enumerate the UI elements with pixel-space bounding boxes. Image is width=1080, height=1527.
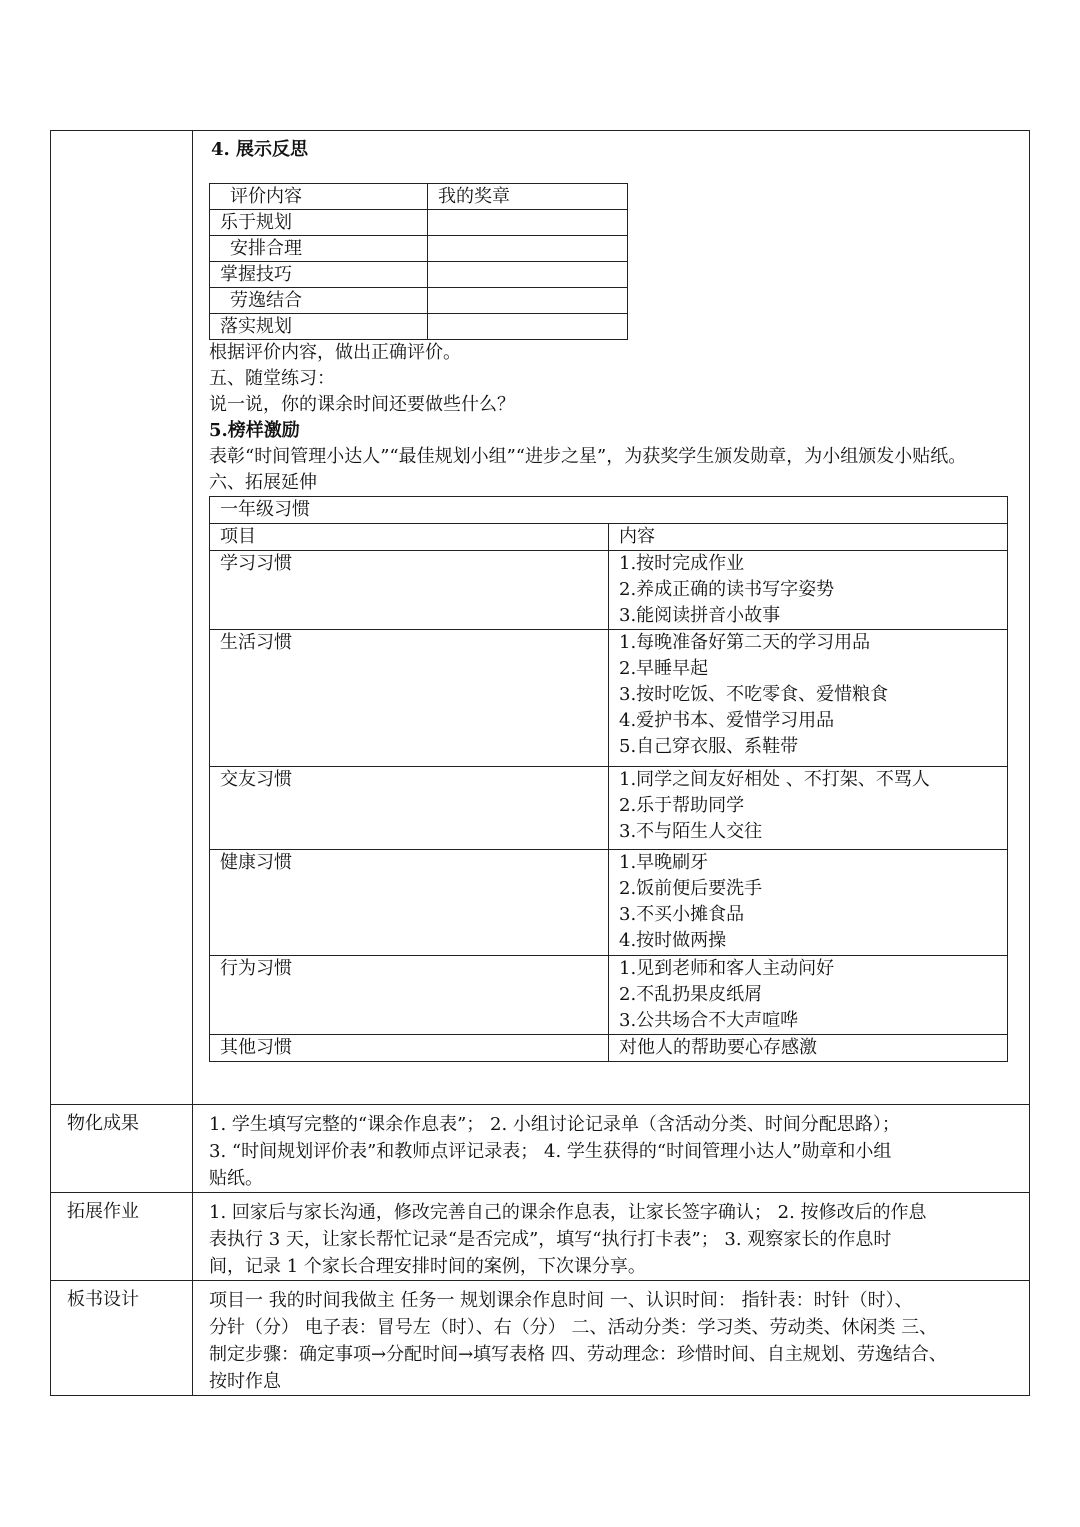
habit-content	[609, 630, 1008, 767]
habit-item: 3.按时吃饭、不吃零食、爱惜粮食	[619, 684, 889, 705]
eval-medal-cell[interactable]	[428, 288, 628, 314]
board-label-cell	[51, 1281, 193, 1396]
homework-line: 间，记录 1 个家长合理安排时间的案例，下次课分享。	[209, 1256, 646, 1277]
habits-row-behavior	[210, 956, 1008, 1035]
outcomes-label: 物化成果	[67, 1113, 139, 1134]
habits-caption-row	[210, 497, 1008, 524]
board-line: 项目一 我的时间我做主 任务一 规划课余作息时间 一、认识时间： 指针表：时针（时）、	[209, 1290, 913, 1311]
eval-header-item: 评价内容	[210, 184, 428, 210]
activity-label-cell	[51, 131, 193, 1105]
habits-row-study	[210, 551, 1008, 630]
habit-category: 行为习惯	[210, 956, 609, 1035]
activity-content-cell	[193, 131, 1030, 1105]
habit-content	[609, 956, 1008, 1035]
habit-content	[609, 551, 1008, 630]
eval-item: 安排合理	[210, 236, 428, 262]
eval-item: 劳逸结合	[210, 288, 428, 314]
habit-item: 3.公共场合不大声喧哗	[619, 1010, 799, 1031]
habit-item: 3.能阅读拼音小故事	[619, 605, 781, 626]
habit-content	[609, 767, 1008, 850]
outcomes-line: 1. 学生填写完整的“课余作息表”； 2. 小组讨论记录单（含活动分类、时间分配思路）；	[209, 1114, 900, 1135]
eval-row	[210, 236, 628, 262]
habits-row-health	[210, 850, 1008, 956]
habit-item: 1.同学之间友好相处 、不打架、不骂人	[619, 769, 930, 790]
habit-item: 3.不买小摊食品	[619, 904, 745, 925]
eval-item: 掌握技巧	[210, 262, 428, 288]
evaluation-table	[209, 183, 628, 340]
eval-row	[210, 262, 628, 288]
eval-medal-cell[interactable]	[428, 314, 628, 340]
eval-medal-cell[interactable]	[428, 210, 628, 236]
eval-note: 根据评价内容，做出正确评价。	[209, 342, 461, 363]
habits-header-row	[210, 524, 1008, 551]
outcomes-row	[51, 1105, 1030, 1193]
model-text: 表彰“时间管理小达人”“最佳规划小组”“进步之星”，为获奖学生颁发勋章，为小组颁发小贴纸。	[209, 446, 967, 467]
extension-heading: 六、拓展延伸	[209, 472, 317, 493]
habits-row-friends	[210, 767, 1008, 850]
habit-category: 健康习惯	[210, 850, 609, 956]
habit-category: 生活习惯	[210, 630, 609, 767]
habit-item: 5.自己穿衣服、系鞋带	[619, 736, 799, 757]
habit-item: 2.养成正确的读书写字姿势	[619, 579, 835, 600]
habit-item: 对他人的帮助要心存感激	[619, 1037, 817, 1058]
habit-category: 交友习惯	[210, 767, 609, 850]
lesson-plan-table	[50, 130, 1030, 1396]
habit-item: 2.乐于帮助同学	[619, 795, 745, 816]
homework-label: 拓展作业	[67, 1201, 139, 1222]
habits-table	[209, 496, 1008, 1062]
eval-medal-cell[interactable]	[428, 262, 628, 288]
practice-heading: 五、随堂练习：	[209, 368, 335, 389]
eval-item: 乐于规划	[210, 210, 428, 236]
habit-item: 4.按时做两操	[619, 930, 727, 951]
habit-category: 学习习惯	[210, 551, 609, 630]
habit-item: 1.早晚刷牙	[619, 852, 709, 873]
habits-header-category: 项目	[210, 524, 609, 551]
habit-content	[609, 1035, 1008, 1062]
eval-header-row	[210, 184, 628, 210]
habits-header-content: 内容	[609, 524, 1008, 551]
habit-item: 2.不乱扔果皮纸屑	[619, 984, 763, 1005]
homework-label-cell	[51, 1193, 193, 1281]
activity-row	[51, 131, 1030, 1105]
habit-item: 1.按时完成作业	[619, 553, 745, 574]
habit-item: 2.饭前便后要洗手	[619, 878, 763, 899]
homework-line: 1. 回家后与家长沟通，修改完善自己的课余作息表，让家长签字确认； 2. 按修改后的作息	[209, 1202, 927, 1223]
outcomes-label-cell	[51, 1105, 193, 1193]
homework-row	[51, 1193, 1030, 1281]
board-line: 分针（分） 电子表：冒号左（时）、右（分） 二、活动分类：学习类、劳动类、休闲类 三、	[209, 1317, 938, 1338]
outcomes-line: 3. “时间规划评价表”和教师点评记录表； 4. 学生获得的“时间管理小达人”勋章和小组	[209, 1141, 892, 1162]
habit-content	[609, 850, 1008, 956]
model-title: 5.榜样激励	[209, 420, 300, 441]
eval-header-medal: 我的奖章	[428, 184, 628, 210]
board-line: 按时作息	[209, 1371, 281, 1392]
outcomes-content	[193, 1105, 1030, 1193]
habit-item: 1.每晚准备好第二天的学习用品	[619, 632, 871, 653]
habits-row-other	[210, 1035, 1008, 1062]
eval-row	[210, 288, 628, 314]
habit-category: 其他习惯	[210, 1035, 609, 1062]
board-label: 板书设计	[67, 1289, 139, 1310]
section4-title: 4. 展示反思	[211, 139, 309, 160]
outcomes-line: 贴纸。	[209, 1168, 263, 1189]
eval-row	[210, 210, 628, 236]
eval-item: 落实规划	[210, 314, 428, 340]
habit-item: 1.见到老师和客人主动问好	[619, 958, 835, 979]
board-line: 制定步骤：确定事项→分配时间→填写表格 四、劳动理念：珍惜时间、自主规划、劳逸结合、	[209, 1344, 947, 1365]
practice-text: 说一说，你的课余时间还要做些什么？	[209, 394, 515, 415]
habit-item: 4.爱护书本、爱惜学习用品	[619, 710, 835, 731]
eval-row	[210, 314, 628, 340]
habit-item: 3.不与陌生人交往	[619, 821, 763, 842]
homework-line: 表执行 3 天，让家长帮忙记录“是否完成”，填写“执行打卡表”； 3. 观察家长的作息时	[209, 1229, 892, 1250]
habit-item: 2.早睡早起	[619, 658, 709, 679]
board-row	[51, 1281, 1030, 1396]
habits-row-life	[210, 630, 1008, 767]
habits-caption: 一年级习惯	[210, 497, 1008, 524]
board-content	[193, 1281, 1030, 1396]
homework-content	[193, 1193, 1030, 1281]
eval-medal-cell[interactable]	[428, 236, 628, 262]
